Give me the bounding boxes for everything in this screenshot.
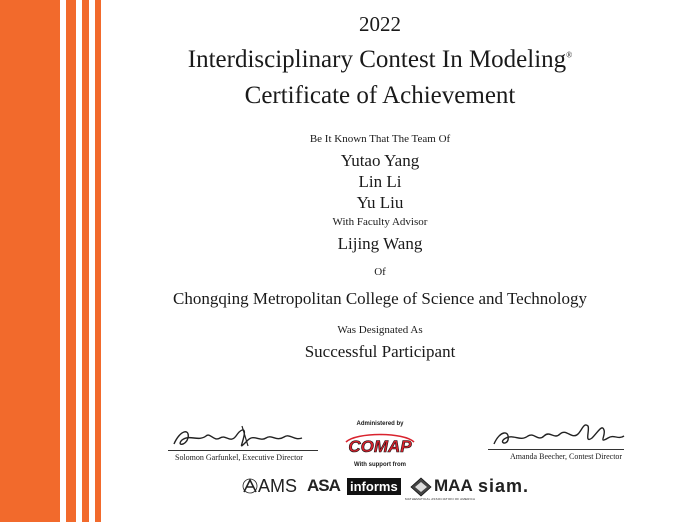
contest-name-text: Interdisciplinary Contest In Modeling [187,46,567,73]
siam-logo: siam. [478,476,530,496]
signature-left-icon [168,420,318,452]
designation: Successful Participant [304,342,456,361]
informs-logo: informs [347,478,401,495]
maa-tagline: MATHEMATICAL ASSOCIATION OF AMERICA [405,497,476,501]
certificate-year: 2022 [359,12,401,36]
registered-mark: ® [566,50,573,60]
contest-name [110,46,650,74]
comap-logo [342,430,418,456]
faculty-advisor-name: Lijing Wang [337,234,423,253]
signature-line-left [168,450,318,451]
decorative-stripe [82,0,89,522]
team-member: Yutao Yang [340,151,420,170]
comap-logo-text: COMAP [348,437,412,456]
signature-line-right [488,449,624,450]
be-it-known-label: Be It Known That The Team Of [309,133,451,145]
ams-logo-text: AMS [258,476,298,496]
support-label: With support from [354,462,406,468]
signatory-left: Solomon Garfunkel, Executive Director [175,453,303,462]
administered-by-label: Administered by [356,421,404,427]
of-label: Of [374,266,386,278]
institution-name: Chongqing Metropolitan College of Science and Technology [173,289,587,308]
certificate-title: Certificate of Achievement [244,82,516,109]
team-member: Lin Li [358,172,402,191]
maa-emblem-icon [410,477,432,497]
maa-logo: MAA [434,476,473,495]
decorative-stripe-wide [0,0,60,522]
faculty-advisor-label: With Faculty Advisor [332,216,428,228]
decorative-stripe [95,0,101,522]
designated-label: Was Designated As [337,324,423,336]
decorative-stripe [66,0,76,522]
signatory-right: Amanda Beecher, Contest Director [510,452,623,461]
ams-logo [242,476,297,497]
asa-logo: ASA [307,476,340,495]
team-member: Yu Liu [356,193,404,212]
ams-emblem-icon [242,478,258,494]
signature-right-icon [484,418,630,450]
